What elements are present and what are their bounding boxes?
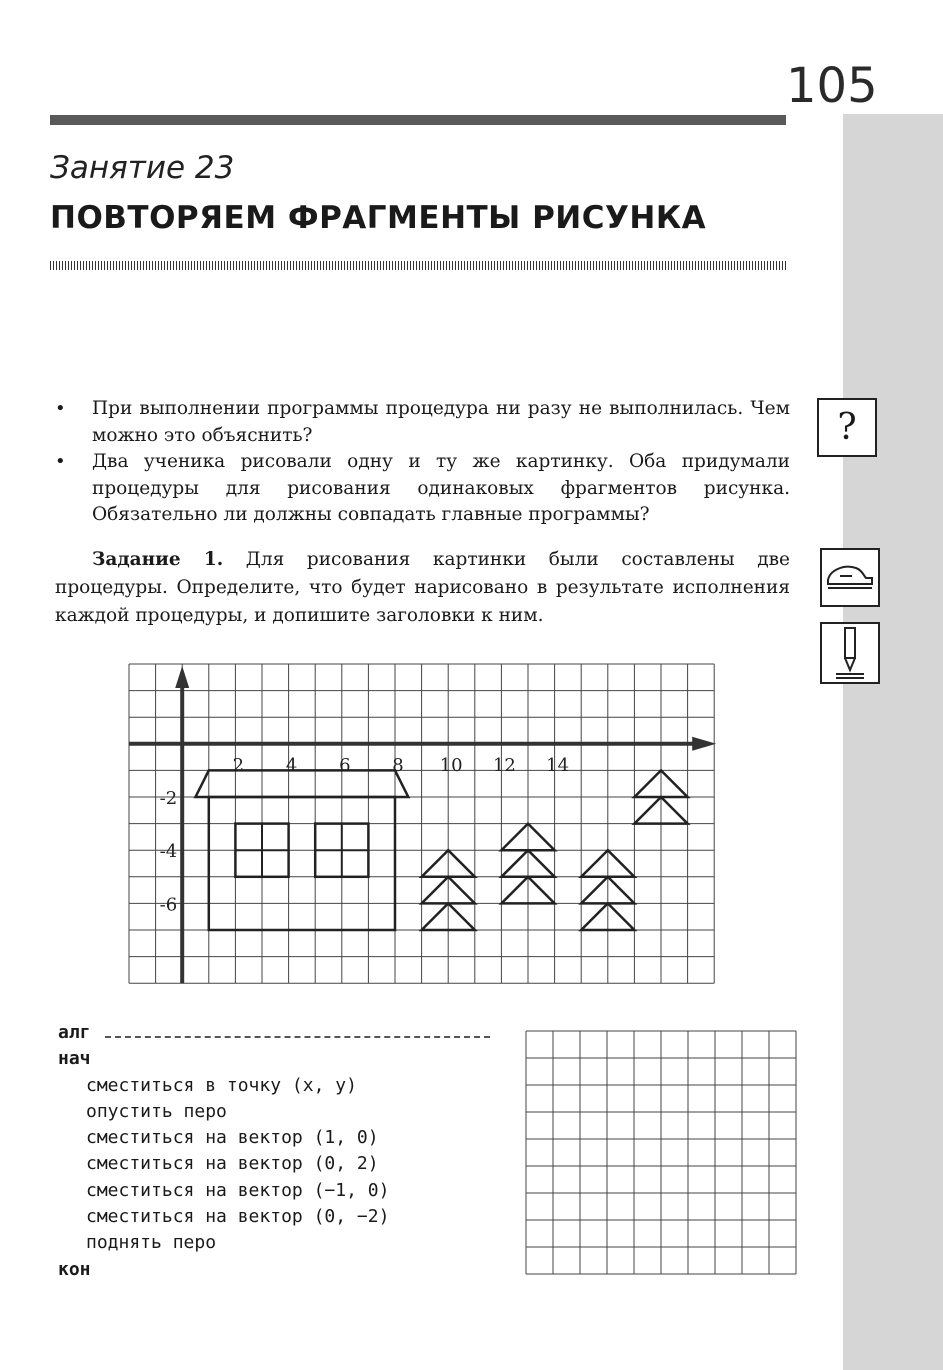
x-tick-label: 12 xyxy=(492,754,516,776)
x-tick-label: 2 xyxy=(232,754,245,776)
procedure-code xyxy=(58,1020,490,1283)
alg-keyword: алг xyxy=(58,1022,91,1043)
house-roof xyxy=(196,770,409,797)
code-line: сместиться на вектор (−1, 0) xyxy=(86,1179,390,1201)
question-text: Два ученика рисовали одну и ту же картинку. Оба придумали процедуры для рисования одинаковых фрагментов рисунка. Обязательно ли должны совпадать главные программы? xyxy=(92,451,790,525)
coordinate-grid-figure xyxy=(128,663,718,985)
lesson-title: ПОВТОРЯЕМ ФРАГМЕНТЫ РИСУНКА xyxy=(50,200,707,236)
question-icon xyxy=(817,398,877,457)
code-line: сместиться в точку (x, y) xyxy=(86,1074,357,1096)
task-label: Задание 1. xyxy=(92,549,224,570)
y-axis-arrow-icon xyxy=(175,666,189,688)
answer-grid[interactable] xyxy=(525,1030,797,1296)
review-questions xyxy=(50,396,790,529)
question-item xyxy=(50,449,790,529)
y-tick-label: -4 xyxy=(159,841,178,863)
code-line: опустить перо xyxy=(86,1100,227,1122)
task-body: Для рисования картинки были составлены две процедуры. Определите, что будет нарисовано в результате исполнения каждой процедуры, и допишите заголовки к ним. xyxy=(55,549,790,626)
title-hatch-rule xyxy=(50,261,787,270)
begin-keyword: нач xyxy=(58,1048,91,1070)
grid-layer xyxy=(129,664,716,983)
bullet-icon: • xyxy=(55,451,66,472)
y-tick-label: -2 xyxy=(159,788,178,809)
lesson-label: Занятие 23 xyxy=(50,150,235,186)
x-tick-label: 4 xyxy=(285,754,298,776)
y-tick-label: -6 xyxy=(159,894,178,916)
bullet-icon: • xyxy=(55,398,66,419)
side-margin-strip xyxy=(843,114,943,1370)
task-statement xyxy=(55,546,790,630)
end-keyword: кон xyxy=(58,1258,91,1280)
mouse-icon xyxy=(820,548,880,607)
code-line: сместиться на вектор (0, −2) xyxy=(86,1206,390,1228)
x-tick-label: 14 xyxy=(546,754,570,776)
code-line: сместиться на вектор (0, 2) xyxy=(86,1153,379,1175)
question-item xyxy=(50,396,790,449)
question-text: При выполнении программы процедура ни разу не выполнилась. Чем можно это объяснить? xyxy=(92,398,790,446)
pencil-icon xyxy=(820,622,880,684)
algo-header-line xyxy=(58,1020,490,1046)
x-tick-label: 10 xyxy=(439,754,463,776)
procedure-name-blank[interactable] xyxy=(105,1024,490,1038)
x-tick-label: 8 xyxy=(392,754,404,776)
code-line: поднять перо xyxy=(86,1232,217,1254)
page-number: 105 xyxy=(786,58,878,114)
x-axis-arrow-icon xyxy=(692,737,716,751)
code-line: сместиться на вектор (1, 0) xyxy=(86,1127,379,1149)
x-tick-label: 6 xyxy=(339,754,351,776)
header-rule xyxy=(50,115,786,125)
question-glyph: ? xyxy=(837,407,857,448)
house-wall xyxy=(209,797,395,930)
answer-grid-layer xyxy=(526,1031,796,1274)
